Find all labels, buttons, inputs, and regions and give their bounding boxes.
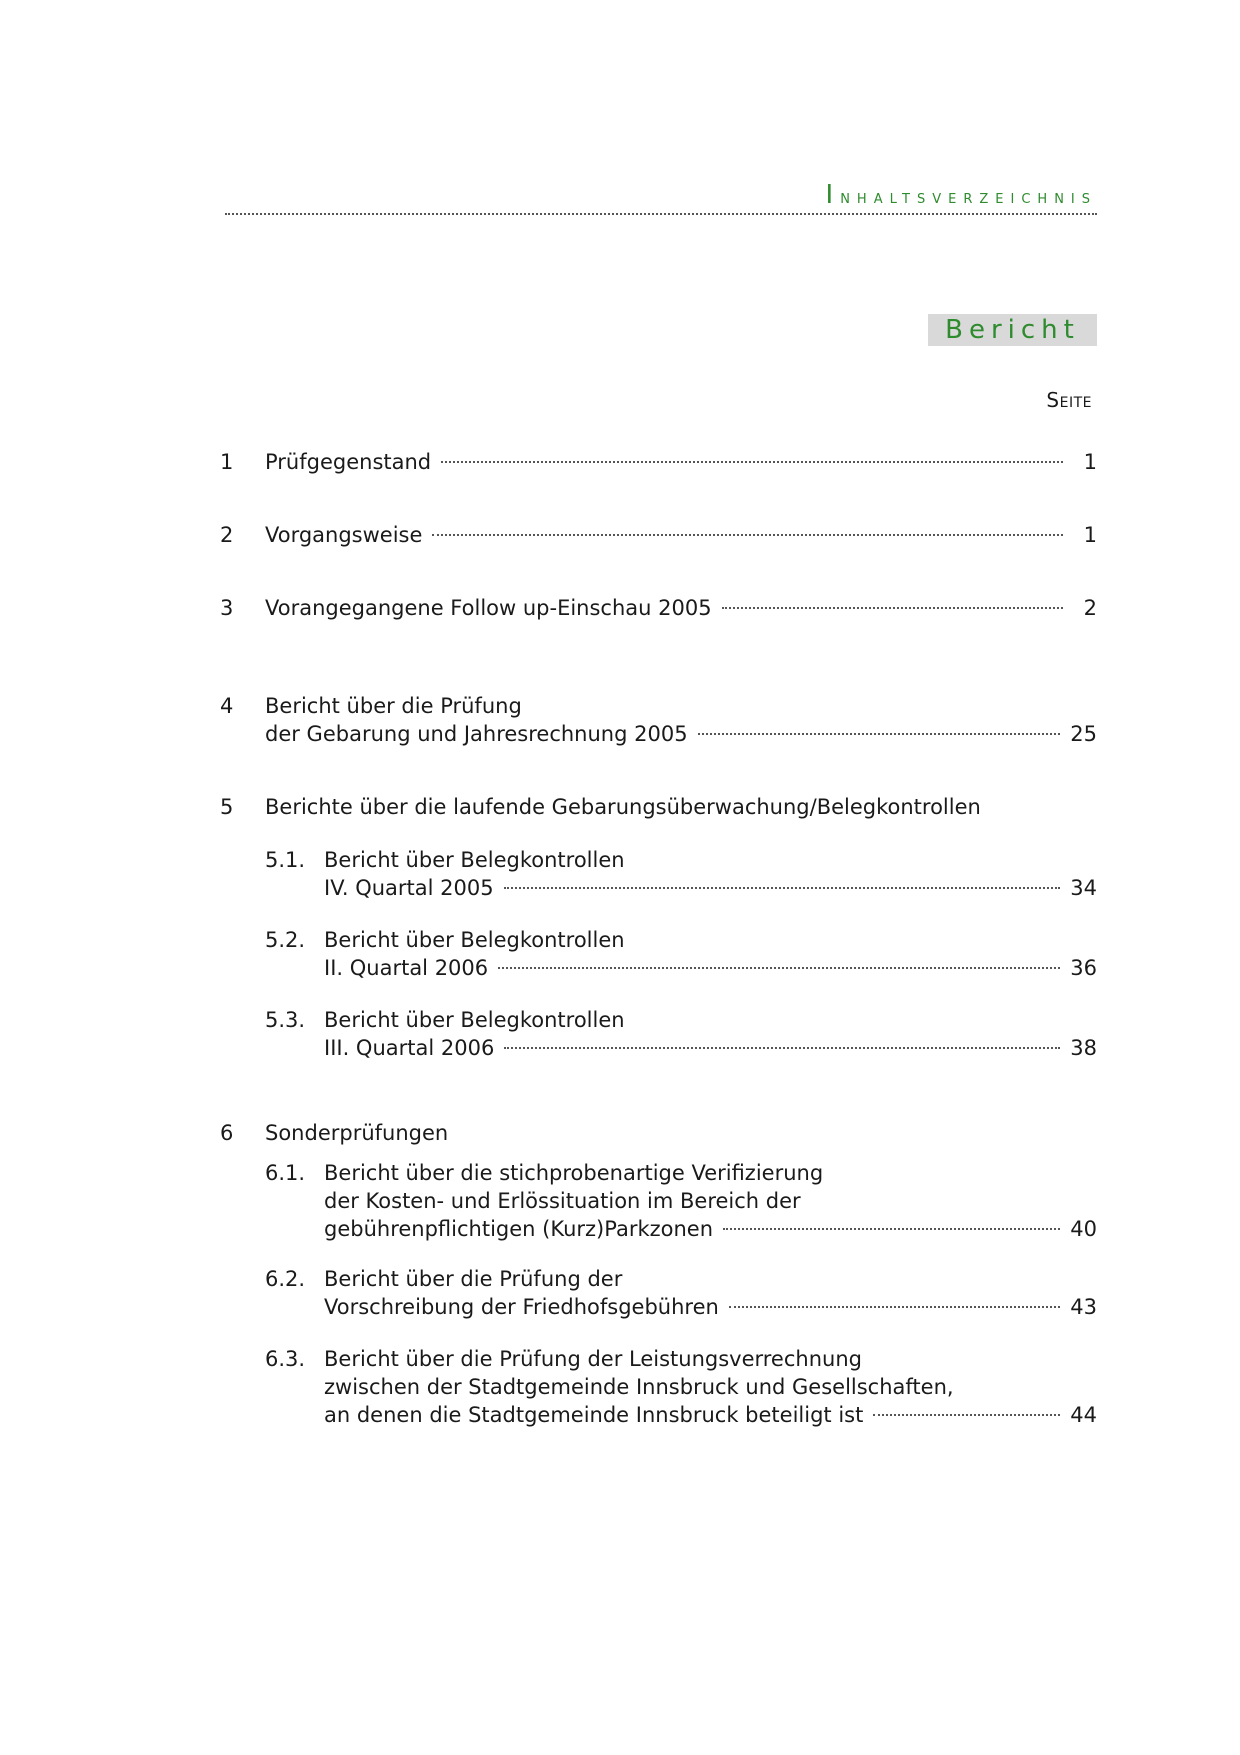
toc-entry-title: IV. Quartal 2005: [324, 876, 494, 900]
toc-leader-dots: [722, 607, 1063, 609]
toc-entry-title: Sonderprüfungen: [265, 1121, 449, 1145]
section-badge: Bericht: [928, 314, 1097, 346]
toc-entry-row[interactable]: [324, 1293, 1097, 1321]
toc-leader-dots: [498, 967, 1060, 969]
toc-entry-number: 3: [220, 596, 234, 620]
toc-entry-number: 4: [220, 694, 234, 718]
toc-entry-row[interactable]: [265, 448, 1097, 476]
document-header-title: [826, 180, 1097, 210]
toc-page-number: 1: [1083, 450, 1097, 474]
toc-entry-title-line: Bericht über Belegkontrollen: [324, 928, 625, 952]
toc-entry-row[interactable]: [265, 1119, 1097, 1147]
toc-entry-title: III. Quartal 2006: [324, 1036, 495, 1060]
toc-entry-title: Vorangegangene Follow up-Einschau 2005: [265, 596, 712, 620]
toc-leader-dots: [698, 733, 1061, 735]
toc-page-number: 1: [1083, 523, 1097, 547]
toc-entry-number: 6.3.: [265, 1347, 306, 1371]
toc-leader-dots: [723, 1228, 1060, 1230]
toc-entry-title-line: Bericht über die Prüfung: [265, 694, 522, 718]
toc-entry-title: Berichte über die laufende Gebarungsüberwachung/Belegkontrollen: [265, 795, 981, 819]
toc-leader-dots: [504, 1047, 1060, 1049]
toc-entry-title-line: Bericht über die Prüfung der Leistungsverrechnung: [324, 1347, 862, 1371]
toc-page-number: 43: [1070, 1295, 1097, 1319]
toc-entry-title: an denen die Stadtgemeinde Innsbruck beteiligt ist: [324, 1403, 864, 1427]
toc-entry-row[interactable]: [324, 954, 1097, 982]
toc-entry-row[interactable]: [324, 874, 1097, 902]
toc-entry-number: 6.1.: [265, 1161, 306, 1185]
toc-entry-row[interactable]: [265, 521, 1097, 549]
toc-page-number: 44: [1070, 1403, 1097, 1427]
header-dotted-rule: [225, 213, 1097, 215]
toc-entry-title: gebührenpflichtigen (Kurz)Parkzonen: [324, 1217, 714, 1241]
toc-page-number: 40: [1070, 1217, 1097, 1241]
toc-entry-title: der Gebarung und Jahresrechnung 2005: [265, 722, 688, 746]
toc-entry-row[interactable]: [324, 1215, 1097, 1243]
toc-entry-row[interactable]: [324, 1034, 1097, 1062]
toc-entry-title-line: Bericht über die stichprobenartige Verifizierung: [324, 1161, 824, 1185]
toc-entry-title-line: Bericht über Belegkontrollen: [324, 1008, 625, 1032]
header-title-initial: I: [825, 180, 841, 210]
toc-leader-dots: [432, 534, 1063, 536]
page-column-heading: Seite: [1046, 388, 1092, 412]
toc-page-number: 38: [1070, 1036, 1097, 1060]
toc-leader-dots: [441, 461, 1063, 463]
toc-entry-row[interactable]: [324, 1401, 1097, 1429]
toc-entry-number: 5: [220, 795, 234, 819]
toc-entry-title-line: Bericht über Belegkontrollen: [324, 848, 625, 872]
toc-leader-dots: [504, 887, 1061, 889]
toc-entry-number: 5.1.: [265, 848, 306, 872]
toc-entry-title: Vorgangsweise: [265, 523, 423, 547]
toc-entry-number: 6.2.: [265, 1267, 306, 1291]
toc-entry-title: Vorschreibung der Friedhofsgebühren: [324, 1295, 719, 1319]
toc-entry-row[interactable]: [265, 720, 1097, 748]
toc-page-number: 36: [1070, 956, 1097, 980]
toc-entry-row[interactable]: [265, 594, 1097, 622]
toc-entry-title: Prüfgegenstand: [265, 450, 432, 474]
toc-leader-dots: [729, 1306, 1060, 1308]
toc-entry-number: 5.3.: [265, 1008, 306, 1032]
toc-entry-number: 1: [220, 450, 234, 474]
header-title-rest: nhaltsverzeichnis: [840, 186, 1097, 208]
toc-entry-number: 2: [220, 523, 234, 547]
toc-entry-number: 5.2.: [265, 928, 306, 952]
toc-leader-dots: [873, 1414, 1060, 1416]
toc-page-number: 2: [1083, 596, 1097, 620]
toc-entry-title-line: der Kosten- und Erlössituation im Bereich der: [324, 1189, 801, 1213]
toc-entry-title-line: Bericht über die Prüfung der: [324, 1267, 623, 1291]
toc-page-number: 25: [1070, 722, 1097, 746]
toc-page-number: 34: [1070, 876, 1097, 900]
toc-entry-title: II. Quartal 2006: [324, 956, 489, 980]
toc-entry-row[interactable]: [265, 793, 1097, 821]
toc-entry-title-line: zwischen der Stadtgemeinde Innsbruck und Gesellschaften,: [324, 1375, 954, 1399]
toc-entry-number: 6: [220, 1121, 234, 1145]
